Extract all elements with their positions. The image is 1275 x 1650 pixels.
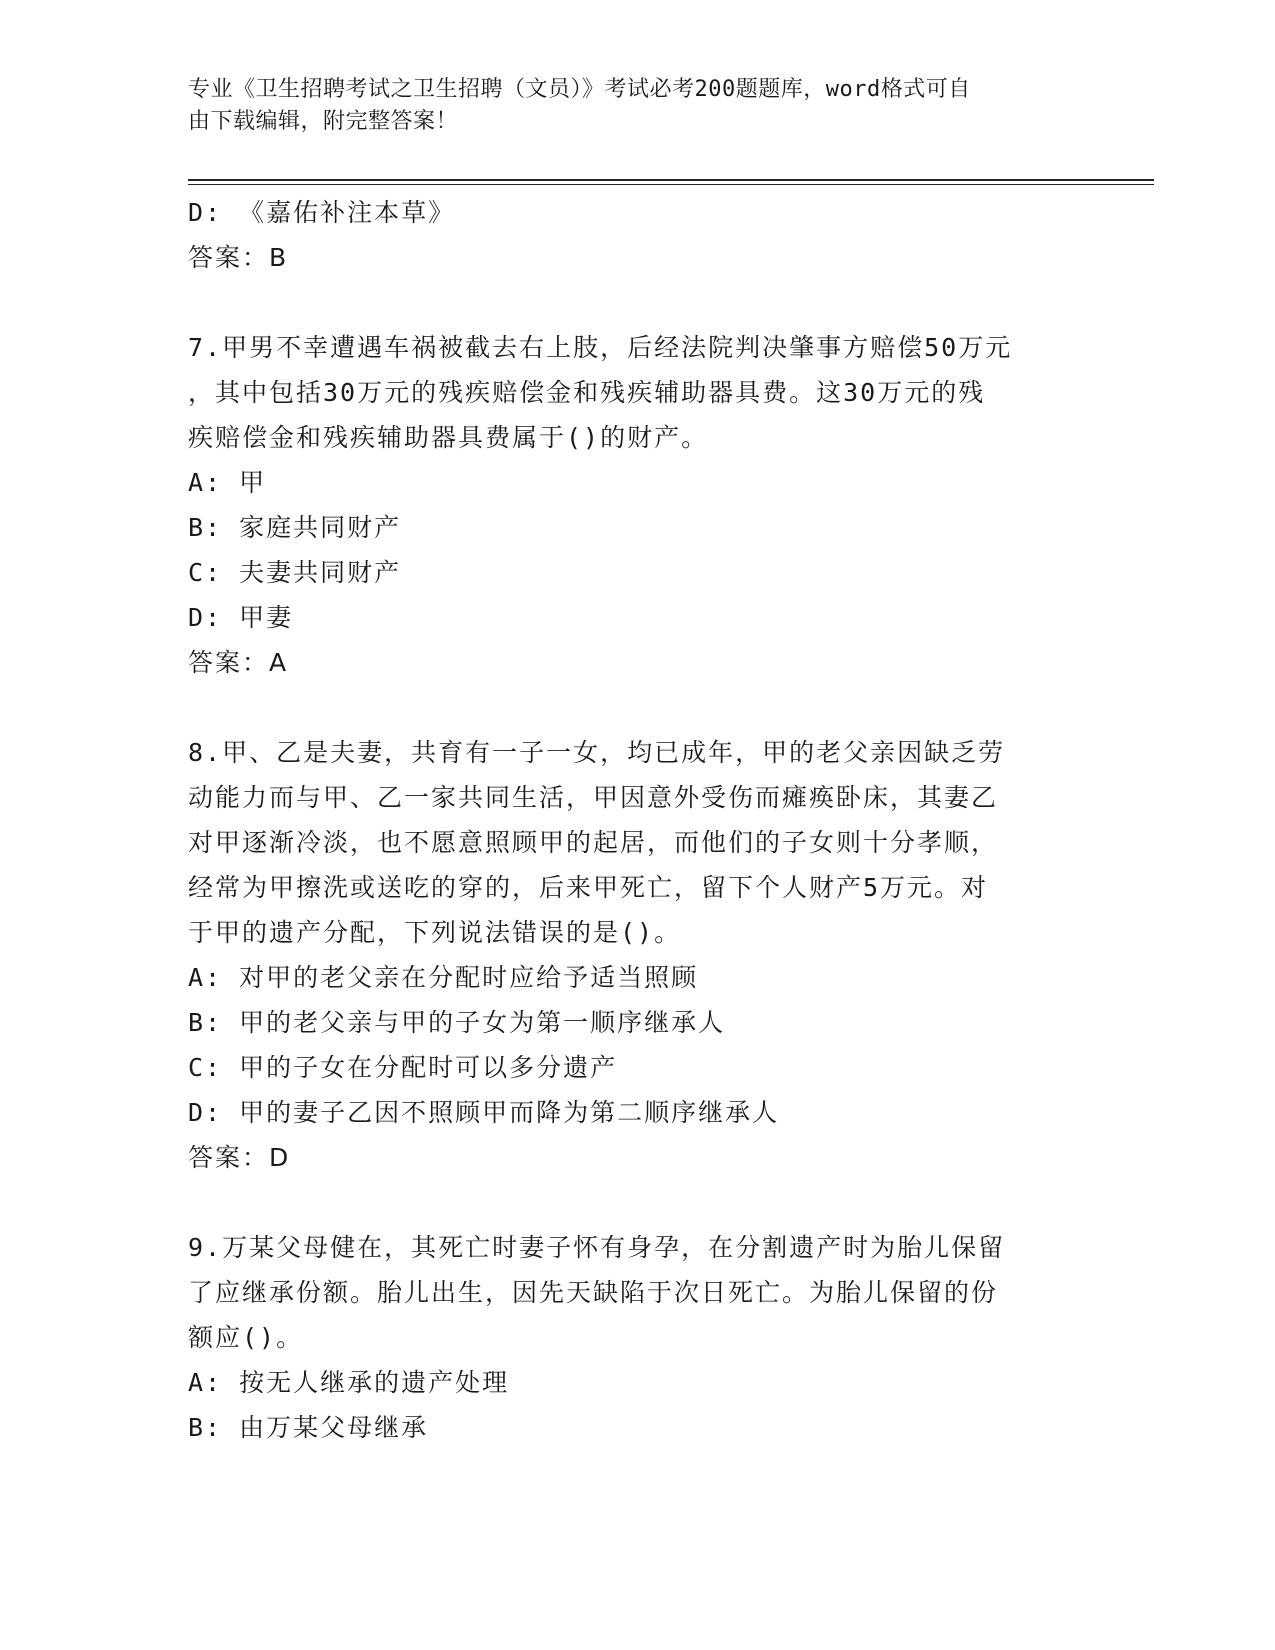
- header-divider-thin: [188, 184, 1154, 185]
- option-b: B: 家庭共同财产: [188, 513, 402, 542]
- header-line-1: 专业《卫生招聘考试之卫生招聘（文员）》考试必考200题题库，word格式可自: [188, 77, 971, 102]
- question-stem-line: 了应继承份额。胎儿出生，因先天缺陷于次日死亡。为胎儿保留的份: [188, 1278, 999, 1307]
- header-divider: [188, 179, 1154, 181]
- answer-line: 答案：B: [188, 243, 289, 272]
- spacer: [188, 685, 1088, 730]
- question-stem-line: 疾赔偿金和残疾辅助器具费属于()的财产。: [188, 423, 709, 452]
- option-a: A: 甲: [188, 468, 267, 497]
- question-stem-line: 7.甲男不幸遭遇车祸被截去右上肢，后经法院判决肇事方赔偿50万元: [188, 333, 1013, 362]
- option-d: D: 甲的妻子乙因不照顾甲而降为第二顺序继承人: [188, 1098, 780, 1127]
- question-7: [188, 325, 1088, 685]
- question-stem-line: 于甲的遗产分配，下列说法错误的是()。: [188, 918, 682, 947]
- option-a: A: 对甲的老父亲在分配时应给予适当照顾: [188, 963, 699, 992]
- previous-question-tail: [188, 190, 1088, 280]
- question-stem-line: 动能力而与甲、乙一家共同生活，甲因意外受伤而瘫痪卧床，其妻乙: [188, 783, 999, 812]
- option-c: C: 夫妻共同财产: [188, 558, 402, 587]
- option-a: A: 按无人继承的遗产处理: [188, 1368, 510, 1397]
- question-stem-line: 对甲逐渐冷淡，也不愿意照顾甲的起居，而他们的子女则十分孝顺，: [188, 828, 999, 857]
- question-8: [188, 730, 1088, 1180]
- option-d: D: 《嘉佑补注本草》: [188, 198, 456, 227]
- question-9: [188, 1225, 1088, 1450]
- question-content: [188, 190, 1088, 1450]
- page-header: [188, 74, 1088, 138]
- option-c: C: 甲的子女在分配时可以多分遗产: [188, 1053, 618, 1082]
- option-d: D: 甲妻: [188, 603, 294, 632]
- answer-line: 答案：A: [188, 648, 289, 677]
- question-stem-line: 9.万某父母健在，其死亡时妻子怀有身孕，在分割遗产时为胎儿保留: [188, 1233, 1006, 1262]
- question-stem-line: ，其中包括30万元的残疾赔偿金和残疾辅助器具费。这30万元的残: [188, 378, 986, 407]
- option-b: B: 由万某父母继承: [188, 1413, 429, 1442]
- question-stem-line: 额应()。: [188, 1323, 304, 1352]
- header-line-2: 由下载编辑，附完整答案！: [188, 109, 459, 134]
- spacer: [188, 1180, 1088, 1225]
- question-stem-line: 经常为甲擦洗或送吃的穿的，后来甲死亡，留下个人财产5万元。对: [188, 873, 989, 902]
- option-b: B: 甲的老父亲与甲的子女为第一顺序继承人: [188, 1008, 726, 1037]
- spacer: [188, 280, 1088, 325]
- question-stem-line: 8.甲、乙是夫妻，共育有一子一女，均已成年，甲的老父亲因缺乏劳: [188, 738, 1006, 767]
- answer-line: 答案：D: [188, 1143, 291, 1172]
